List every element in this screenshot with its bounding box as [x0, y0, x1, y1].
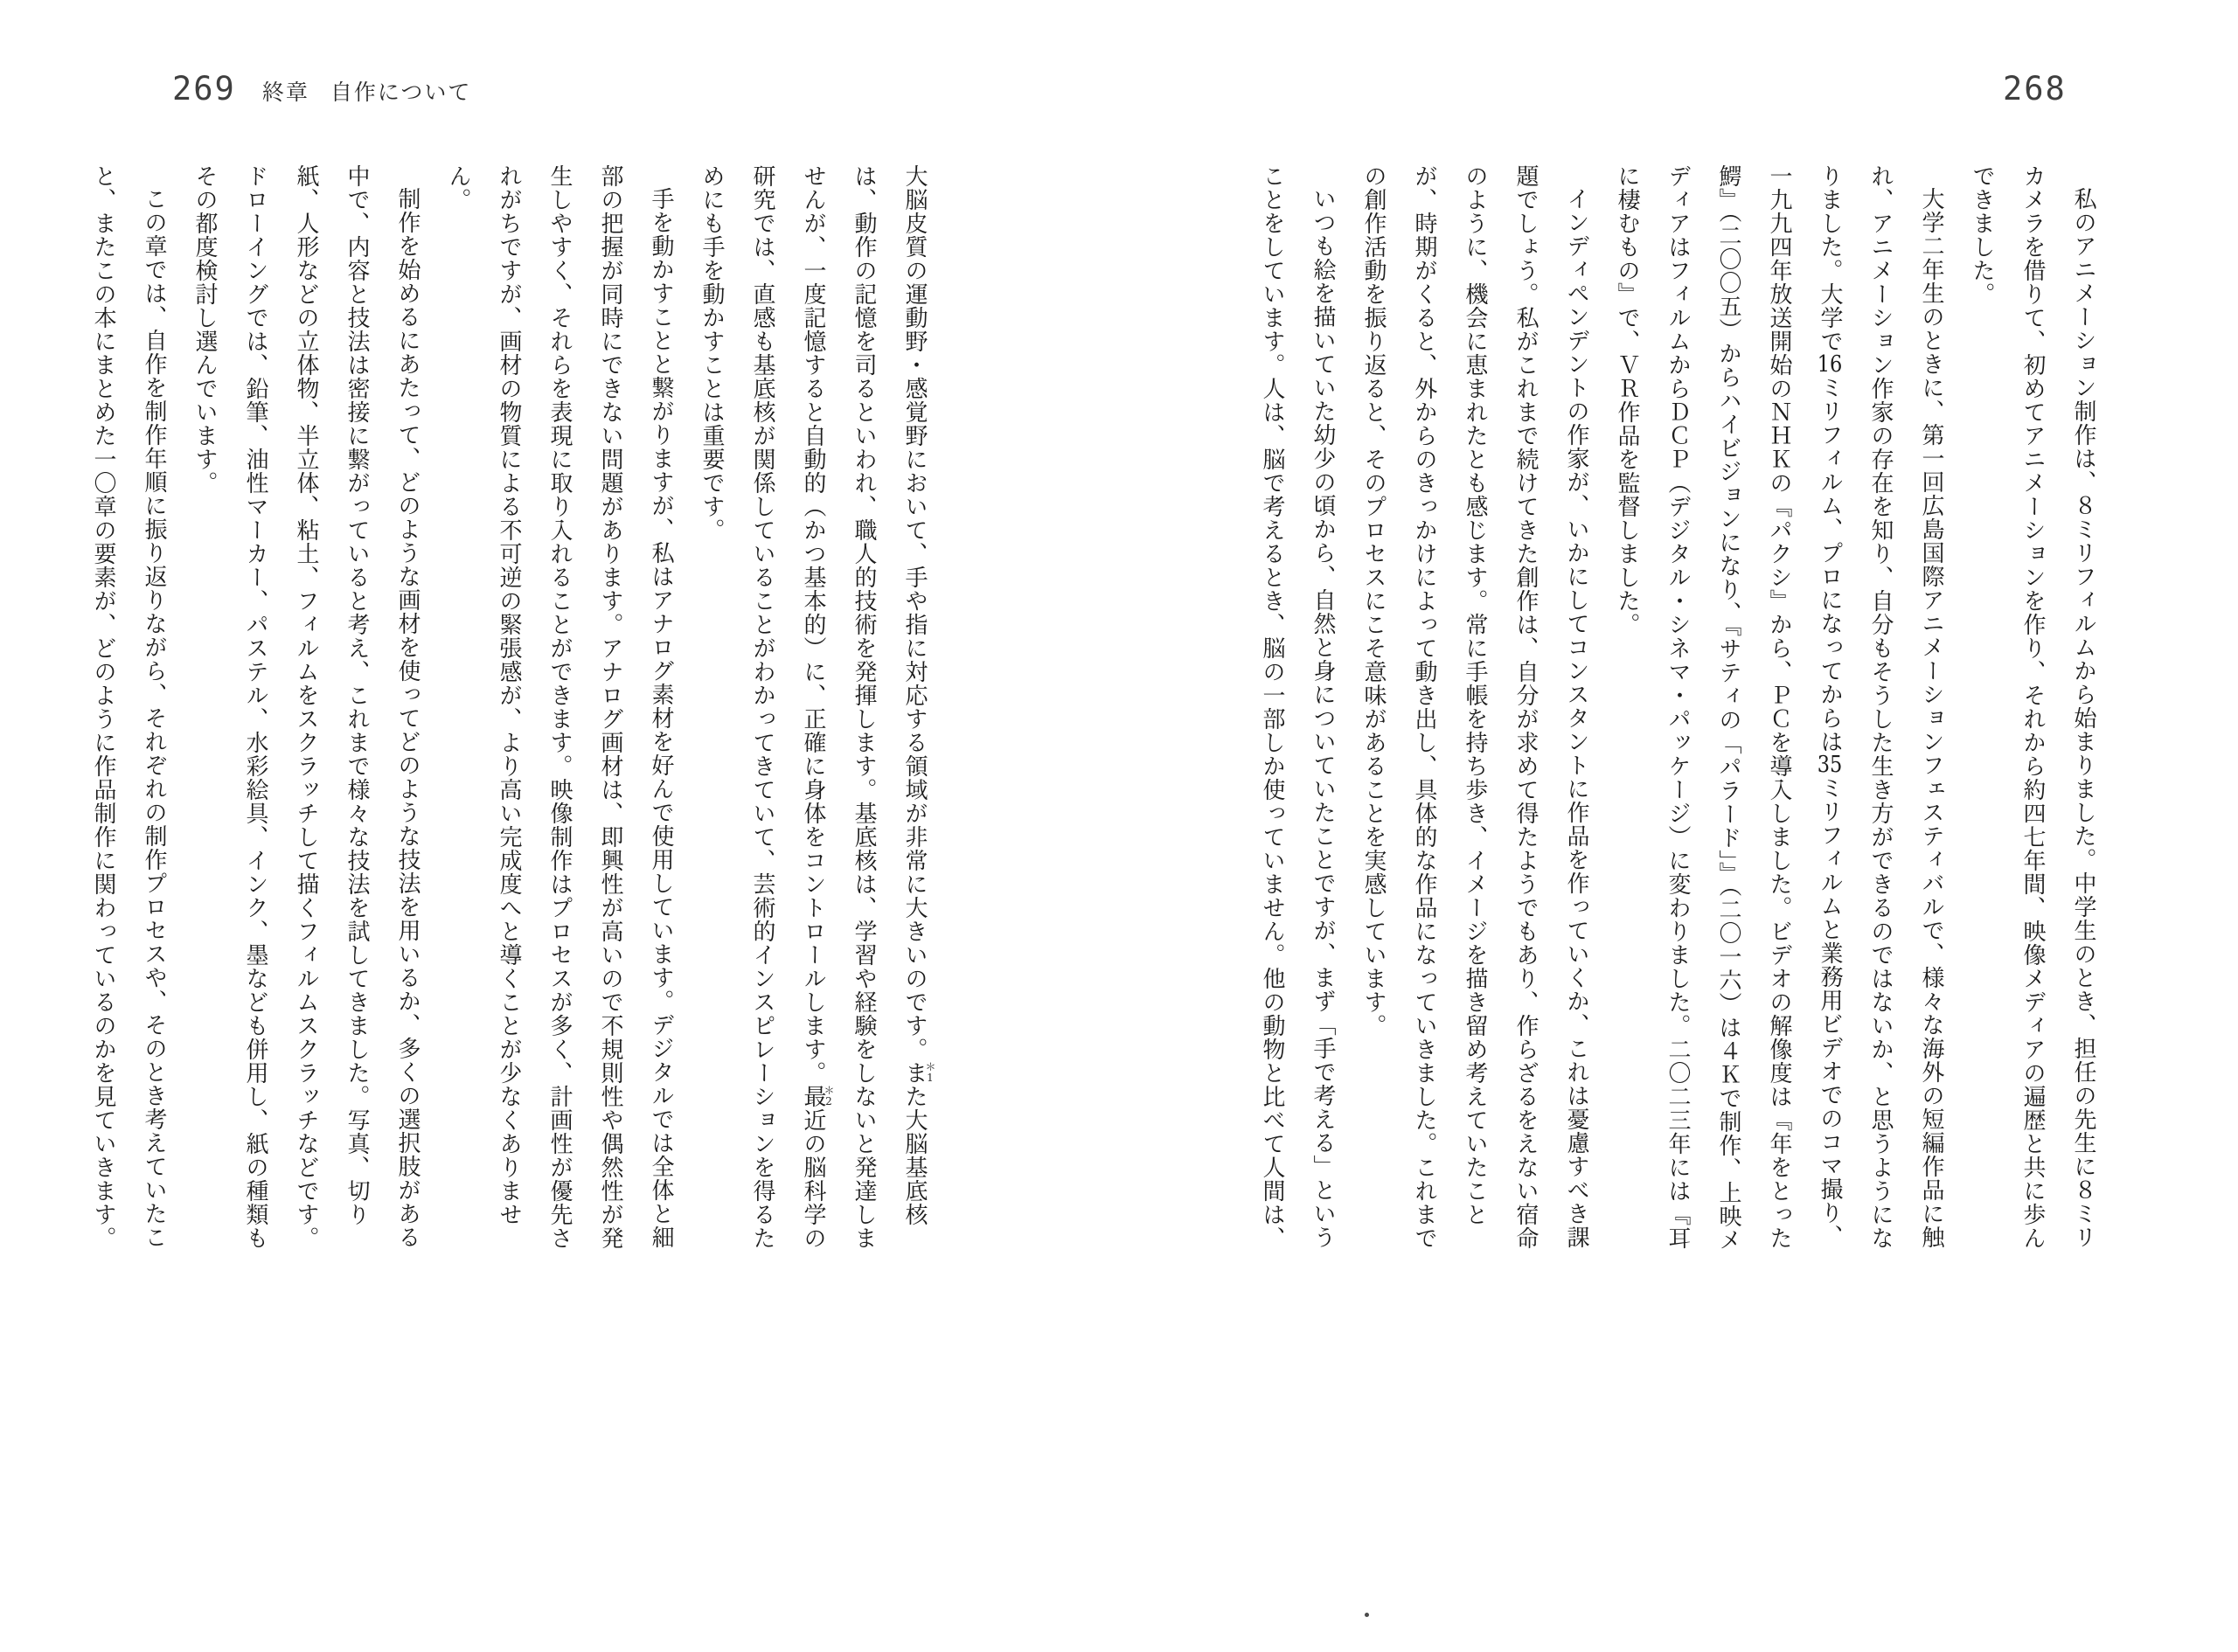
running-head-right [2003, 70, 2067, 108]
paragraph: 大脳皮質の運動野・感覚野において、手や指に対応する領域が非常に大きいのです。 ＊1 また大脳基底核は、動作の記憶を司るといわれ、職人的技術を発揮します。基底核は、学習や経験をしないと発達しませんが、一度記憶すると自動的（かつ基本的）に、正確に身体をコントロールします。 ＊2 最近の脳科学の研究では、直感も基底核が関係していることがわかってきていて、芸術的インスピレーションを得るためにも手を動かすことは重要です。 [699, 164, 936, 1250]
tatechuyoko-number: 35 [1817, 753, 1843, 776]
paragraph: 手を動かすことと繋がりますが、私はアナログ素材を好んで使用しています。デジタルでは全体と細部の把握が同時にできない問題があります。アナログ画材は、即興性が高いので不規則性や偶然性が発生しやすく、それらを表現に取り入れることができます。映像制作はプロセスが多く、計画性が優先されがちですが、画材の物質による不可逆の緊張感が、より高い完成度へと導くことが少なくありません。 [445, 164, 674, 1250]
chapter-label: 終章 [261, 80, 309, 105]
paragraph: いつも絵を描いていた幼少の頃から、自然と身についていたことですが、まず「手で考える」ということをしています。人は、脳で考えるとき、脳の一部しか使っていません。他の動物と比べて人間は、 [1259, 164, 1336, 1250]
paragraph: 私のアニメーション制作は、８ミリフィルムから始まりました。中学生のとき、担任の先生に８ミリカメラを借りて、初めてアニメーションを作り、それから約四七年間、映像メディアの遍歴と共に歩んできました。 [1969, 164, 2096, 1250]
tatechuyoko-number: 16 [1817, 353, 1843, 376]
paragraph: 制作を始めるにあたって、どのような画材を使ってどのような技法を用いるか、多くの選択肢がある中で、内容と技法は密接に繋がっていると考え、これまで様々な技法を試してきました。写真、切り紙、人形などの立体物、半立体、粘土、フィルムをスクラッチして描くフィルムスクラッチなどです。ドローイングでは、鉛筆、油性マーカー、パステル、水彩絵具、インク、墨なども併用し、紙の種類もその都度検討し選んでいます。 [191, 164, 420, 1250]
paragraph: インディペンデントの作家が、いかにしてコンスタントに作品を作っていくか、これは憂慮すべき課題でしょう。私がこれまで続けてきた創作は、自分が求めて得たようでもあり、作らざるをえない宿命のように、機会に恵まれたとも感じます。常に手帳を持ち歩き、イメージを描き留め考えていたことが、時期がくると、外からのきっかけによって動き出し、具体的な作品になっていきました。これまでの創作活動を振り返ると、そのプロセスにこそ意味があることを実感しています。 [1360, 164, 1589, 1250]
chapter-title-label: 自作について [330, 80, 472, 105]
running-head-left [172, 70, 471, 108]
page-number-269: 269 [172, 70, 236, 108]
page-number-268: 268 [2003, 70, 2067, 108]
page-269-text [78, 164, 940, 1261]
scan-speck-dot [1365, 1613, 1369, 1617]
paragraph: この章では、自作を制作年順に振り返りながら、それぞれの制作プロセスや、そのとき考えていたこと、またこの本にまとめた一〇章の要素が、どのように作品制作に関わっているのかを見ていきます。 [90, 164, 167, 1250]
page-268-text [1247, 164, 2109, 1261]
paragraph: 大学二年生のときに、第一回広島国際アニメーションフェスティバルで、様々な海外の短編作品に触れ、アニメーション作家の存在を知り、自分もそうした生き方ができるのではないか、と思うようになりました。大学で16ミリフィルム、プロになってからは35ミリフィルムと業務用ビデオでのコマ撮り、一九九四年放送開始のＮＨＫの『パクシ』から、ＰＣを導入しました。ビデオの解像度は『年をとった鰐』（二〇〇五）からハイビジョンになり、『サティの「パラード」』（二〇一六）は４Ｋで制作、上映メディアはフィルムからＤＣＰ（デジタル・シネマ・パッケージ）に変わりました。二〇二三年には『耳に棲むもの』で、ＶＲ作品を監督しました。 [1614, 164, 1944, 1252]
